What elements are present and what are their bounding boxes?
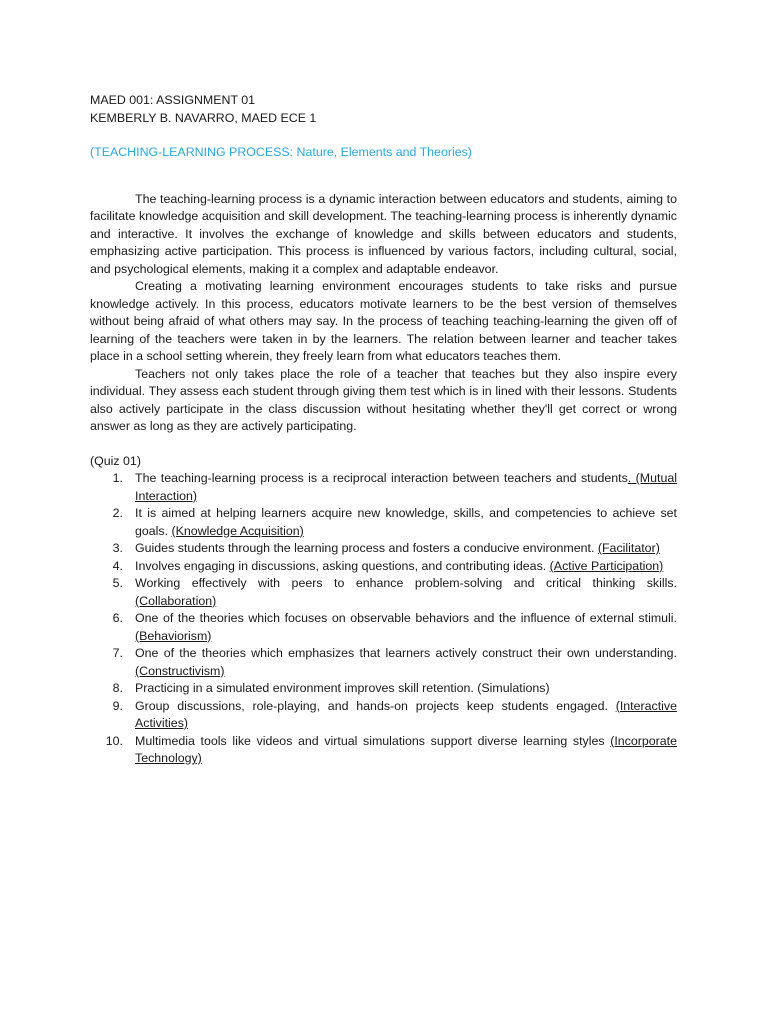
- quiz-item-text: One of the theories which focuses on observable behaviors and the influence of external stimuli.: [135, 611, 677, 625]
- quiz-item-text: It is aimed at helping learners acquire new knowledge, skills, and competencies to achieve set goals.: [135, 506, 677, 538]
- quiz-item-text: Practicing in a simulated environment improves skill retention. (Simulations): [135, 681, 550, 695]
- quiz-item-number: 8.: [112, 681, 123, 695]
- essay-paragraph: The teaching-learning process is a dynamic interaction between educators and students, aiming to facilitate knowledge acquisition and skill development. The teaching-learning process is inherently dynamic and interactive. It involves the exchange of knowledge and skills between educators and students, emphasizing active participation. This process is influenced by various factors, including cultural, social, and psychological elements, making it a complex and adaptable endeavor.: [90, 191, 677, 276]
- course-assignment-line: MAED 001: ASSIGNMENT 01: [90, 93, 256, 107]
- quiz-item: [90, 470, 677, 505]
- quiz-item-number: 1.: [112, 471, 123, 485]
- quiz-item-number: 4.: [112, 558, 123, 573]
- quiz-item-answer: (Facilitator): [597, 541, 660, 555]
- quiz-item: [90, 610, 677, 645]
- essay-paragraph: Creating a motivating learning environment encourages students to take risks and pursue knowledge actively. In this process, educators motivate learners to be the best version of themselves without being afraid of what others may say. In the process of teaching teaching-learning the given off of learning of the teachers were taken in by the learners. The relation between learner and teacher takes place in a school setting wherein, they freely learn from what educators teaches them.: [90, 279, 677, 363]
- quiz-item-text: The teaching-learning process is a reciprocal interaction between teachers and students: [135, 471, 628, 485]
- quiz-item-text: One of the theories which emphasizes that learners actively construct their own understanding.: [135, 646, 677, 660]
- quiz-item: [90, 645, 677, 680]
- document-subtitle: (TEACHING-LEARNING PROCESS: Nature, Elements and Theories): [90, 145, 472, 159]
- quiz-item-text: Working effectively with peers to enhance problem-solving and critical thinking skills.: [135, 576, 677, 590]
- quiz-item-number: 10.: [105, 733, 123, 748]
- quiz-item-answer: . (Mutual Interaction): [135, 471, 677, 503]
- quiz-item: [90, 680, 677, 698]
- quiz-item-answer: (Collaboration): [135, 593, 217, 608]
- quiz-item: [90, 698, 677, 733]
- quiz-item-text: Involves engaging in discussions, asking questions, and contributing ideas.: [135, 558, 550, 573]
- quiz-item: [90, 733, 677, 768]
- quiz-item: [90, 558, 677, 576]
- quiz-item-answer: (Incorporate Technology): [135, 733, 677, 765]
- quiz-item: [90, 575, 677, 610]
- quiz-item-answer: (Behaviorism): [135, 628, 212, 643]
- quiz-item-number: 9.: [112, 698, 123, 713]
- quiz-item-answer: (Constructivism): [135, 663, 225, 678]
- quiz-item: [90, 540, 677, 558]
- quiz-item-text: Guides students through the learning process and fosters a conducive environment.: [135, 541, 598, 555]
- quiz-item: [90, 505, 677, 540]
- quiz-item-number: 7.: [112, 646, 123, 660]
- essay-paragraph: Teachers not only takes place the role of a teacher that teaches but they also inspire every individual. They assess each student through giving them test which is in lined with their lessons. Students also actively participate in the class discussion without hesitating whether they'll get correct or wrong answer as long as they are actively participating.: [90, 366, 677, 433]
- quiz-item-number: 5.: [112, 576, 123, 590]
- author-line: KEMBERLY B. NAVARRO, MAED ECE 1: [90, 110, 317, 125]
- essay-body: [90, 191, 677, 436]
- quiz-heading: (Quiz 01): [90, 453, 141, 468]
- quiz-item-answer: (Knowledge Acquisition): [171, 523, 304, 538]
- quiz-item-number: 2.: [112, 506, 123, 520]
- document-page: [90, 92, 677, 768]
- quiz-item-answer: (Active Participation): [549, 558, 664, 573]
- quiz-item-text: Group discussions, role-playing, and hands-on projects keep students engaged.: [135, 698, 616, 713]
- quiz-item-number: 3.: [112, 541, 123, 555]
- quiz-item-answer: (Interactive Activities): [135, 698, 677, 730]
- quiz-list: [90, 470, 677, 768]
- quiz-item-text: Multimedia tools like videos and virtual simulations support diverse learning styles: [135, 733, 611, 748]
- quiz-item-number: 6.: [112, 611, 123, 625]
